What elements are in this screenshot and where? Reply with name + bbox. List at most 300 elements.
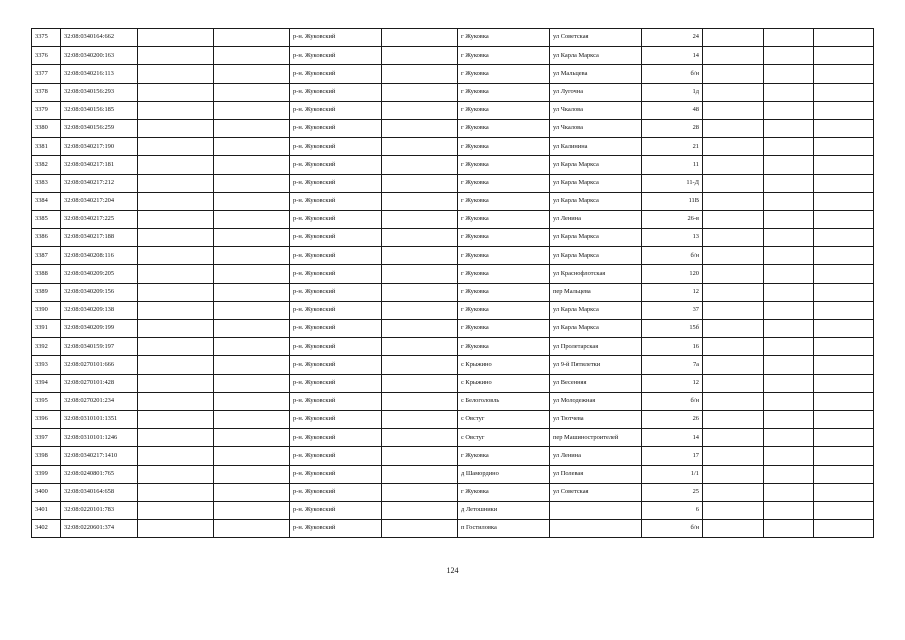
cell-empty-e (764, 447, 814, 465)
cell-no: 3381 (32, 138, 61, 156)
cell-cadastral: 32:08:0340217:212 (61, 174, 138, 192)
cell-house: 11В (642, 192, 703, 210)
cell-house: 17 (642, 447, 703, 465)
cell-district: р-н. Жуковский (290, 65, 382, 83)
cell-empty-b (214, 247, 290, 265)
cell-cadastral: 32:08:0340216:113 (61, 65, 138, 83)
cell-empty-e (764, 520, 814, 538)
cell-empty-d (703, 356, 764, 374)
cell-house: 37 (642, 301, 703, 319)
cell-district: р-н. Жуковский (290, 247, 382, 265)
cell-empty-a (138, 320, 214, 338)
cell-cadastral: 32:08:0340217:188 (61, 229, 138, 247)
cell-empty-b (214, 483, 290, 501)
cell-empty-b (214, 174, 290, 192)
cell-street: ул Карла Маркса (550, 301, 642, 319)
cell-empty-d (703, 229, 764, 247)
cell-no: 3394 (32, 374, 61, 392)
cell-empty-f (814, 447, 874, 465)
cell-locality: г Жуковка (458, 65, 550, 83)
cell-street: ул Краснофлотская (550, 265, 642, 283)
cell-empty-c (382, 192, 458, 210)
cell-district: р-н. Жуковский (290, 119, 382, 137)
cell-no: 3397 (32, 429, 61, 447)
cell-district: р-н. Жуковский (290, 374, 382, 392)
table-row (32, 338, 874, 356)
cell-empty-c (382, 65, 458, 83)
cell-locality: г Жуковка (458, 47, 550, 65)
cell-house: 12 (642, 283, 703, 301)
cell-cadastral: 32:08:0340209:199 (61, 320, 138, 338)
cell-empty-b (214, 392, 290, 410)
cell-empty-d (703, 501, 764, 519)
cell-district: р-н. Жуковский (290, 283, 382, 301)
cell-empty-a (138, 47, 214, 65)
cell-district: р-н. Жуковский (290, 138, 382, 156)
cell-district: р-н. Жуковский (290, 429, 382, 447)
cell-no: 3378 (32, 83, 61, 101)
cell-empty-f (814, 265, 874, 283)
cell-empty-a (138, 65, 214, 83)
cell-empty-f (814, 174, 874, 192)
table-row (32, 283, 874, 301)
cell-no: 3402 (32, 520, 61, 538)
cell-district: р-н. Жуковский (290, 483, 382, 501)
cell-empty-d (703, 156, 764, 174)
cell-empty-d (703, 447, 764, 465)
cell-empty-e (764, 392, 814, 410)
cell-empty-c (382, 29, 458, 47)
cell-empty-a (138, 229, 214, 247)
cell-no: 3389 (32, 283, 61, 301)
cell-house: 13 (642, 229, 703, 247)
cell-empty-f (814, 374, 874, 392)
cell-cadastral: 32:08:0310101:1351 (61, 410, 138, 428)
cell-empty-f (814, 501, 874, 519)
cell-empty-e (764, 410, 814, 428)
cell-empty-d (703, 374, 764, 392)
cell-cadastral: 32:08:0340217:1410 (61, 447, 138, 465)
table-row (32, 465, 874, 483)
cell-house: 28 (642, 119, 703, 137)
cell-no: 3384 (32, 192, 61, 210)
cell-empty-e (764, 338, 814, 356)
cell-district: р-н. Жуковский (290, 338, 382, 356)
cell-empty-b (214, 192, 290, 210)
cell-cadastral: 32:08:0340209:138 (61, 301, 138, 319)
cell-no: 3395 (32, 392, 61, 410)
cell-house: 1д (642, 83, 703, 101)
cell-house: 14 (642, 47, 703, 65)
cell-empty-a (138, 119, 214, 137)
cell-empty-e (764, 156, 814, 174)
cell-cadastral: 32:08:0340217:204 (61, 192, 138, 210)
cell-house: 16 (642, 338, 703, 356)
cell-house: б/н (642, 65, 703, 83)
cell-house: 12 (642, 374, 703, 392)
cell-empty-f (814, 429, 874, 447)
cell-cadastral: 32:08:0340209:156 (61, 283, 138, 301)
cell-locality: г Жуковка (458, 83, 550, 101)
cell-district: р-н. Жуковский (290, 465, 382, 483)
cell-locality: с Овстуг (458, 429, 550, 447)
cell-empty-f (814, 392, 874, 410)
cell-empty-c (382, 265, 458, 283)
cell-locality: г Жуковка (458, 247, 550, 265)
cell-empty-c (382, 301, 458, 319)
page-number: 124 (446, 566, 459, 575)
cell-empty-f (814, 156, 874, 174)
cell-empty-f (814, 101, 874, 119)
cell-empty-b (214, 65, 290, 83)
cell-cadastral: 32:08:0340159:197 (61, 338, 138, 356)
cell-no: 3382 (32, 156, 61, 174)
cell-house: 26 (642, 410, 703, 428)
cell-locality: г Жуковка (458, 119, 550, 137)
cell-empty-b (214, 265, 290, 283)
cell-locality: д Шамордино (458, 465, 550, 483)
cell-no: 3385 (32, 210, 61, 228)
cell-house: 26-в (642, 210, 703, 228)
cell-empty-a (138, 465, 214, 483)
cell-district: р-н. Жуковский (290, 447, 382, 465)
cell-empty-d (703, 210, 764, 228)
cell-empty-d (703, 265, 764, 283)
cell-district: р-н. Жуковский (290, 520, 382, 538)
cell-district: р-н. Жуковский (290, 501, 382, 519)
cell-no: 3400 (32, 483, 61, 501)
table-row (32, 156, 874, 174)
table-row (32, 83, 874, 101)
cell-empty-d (703, 65, 764, 83)
cell-empty-e (764, 210, 814, 228)
cell-no: 3390 (32, 301, 61, 319)
table-row (32, 119, 874, 137)
cell-district: р-н. Жуковский (290, 210, 382, 228)
cell-cadastral: 32:08:0340164:662 (61, 29, 138, 47)
cell-locality: г Жуковка (458, 101, 550, 119)
table-row (32, 29, 874, 47)
cell-cadastral: 32:08:0340156:293 (61, 83, 138, 101)
cell-street: ул Ленина (550, 447, 642, 465)
cell-empty-a (138, 338, 214, 356)
cell-empty-f (814, 320, 874, 338)
table-row (32, 429, 874, 447)
cell-empty-d (703, 119, 764, 137)
cell-empty-c (382, 320, 458, 338)
cell-empty-e (764, 247, 814, 265)
cell-house: б/н (642, 247, 703, 265)
table-row (32, 374, 874, 392)
cell-no: 3392 (32, 338, 61, 356)
cell-house: 11-Д (642, 174, 703, 192)
cell-empty-e (764, 83, 814, 101)
cell-empty-d (703, 320, 764, 338)
cell-cadastral: 32:08:0340217:190 (61, 138, 138, 156)
cell-street: ул Советская (550, 483, 642, 501)
table-row (32, 229, 874, 247)
cell-empty-f (814, 210, 874, 228)
cell-district: р-н. Жуковский (290, 156, 382, 174)
cell-no: 3399 (32, 465, 61, 483)
cell-street: ул Мальцева (550, 65, 642, 83)
table-row (32, 320, 874, 338)
cell-empty-e (764, 301, 814, 319)
cell-empty-b (214, 119, 290, 137)
cell-empty-b (214, 338, 290, 356)
cell-cadastral: 32:08:0240801:765 (61, 465, 138, 483)
cell-empty-c (382, 174, 458, 192)
cell-empty-f (814, 65, 874, 83)
cell-empty-a (138, 429, 214, 447)
cell-empty-a (138, 447, 214, 465)
cell-empty-a (138, 83, 214, 101)
cell-cadastral: 32:08:0220601:374 (61, 520, 138, 538)
cell-cadastral: 32:08:0310101:1246 (61, 429, 138, 447)
cell-no: 3376 (32, 47, 61, 65)
cell-street: пер Мальцева (550, 283, 642, 301)
cell-empty-b (214, 229, 290, 247)
cell-empty-f (814, 520, 874, 538)
cell-empty-e (764, 47, 814, 65)
table-row (32, 65, 874, 83)
cell-locality: г Жуковка (458, 301, 550, 319)
cell-empty-d (703, 338, 764, 356)
cell-empty-c (382, 410, 458, 428)
table-row (32, 392, 874, 410)
cell-empty-c (382, 229, 458, 247)
cell-no: 3377 (32, 65, 61, 83)
cell-empty-d (703, 410, 764, 428)
cell-house: 11 (642, 156, 703, 174)
cell-locality: г Жуковка (458, 483, 550, 501)
cell-street: ул Карла Маркса (550, 247, 642, 265)
cell-locality: с Овстуг (458, 410, 550, 428)
cell-street: ул Калинина (550, 138, 642, 156)
cell-empty-c (382, 210, 458, 228)
cell-house: 7а (642, 356, 703, 374)
cell-house: 25 (642, 483, 703, 501)
cell-house: 6 (642, 501, 703, 519)
cell-empty-b (214, 210, 290, 228)
table-row (32, 483, 874, 501)
cell-empty-e (764, 501, 814, 519)
cell-house: 120 (642, 265, 703, 283)
cell-district: р-н. Жуковский (290, 83, 382, 101)
cell-district: р-н. Жуковский (290, 101, 382, 119)
cell-empty-f (814, 47, 874, 65)
cell-locality: с Белоголовль (458, 392, 550, 410)
cell-cadastral: 32:08:0270201:234 (61, 392, 138, 410)
cell-locality: г Жуковка (458, 283, 550, 301)
table-row (32, 101, 874, 119)
cell-empty-a (138, 520, 214, 538)
cell-district: р-н. Жуковский (290, 29, 382, 47)
table-row (32, 210, 874, 228)
cell-empty-b (214, 47, 290, 65)
cell-empty-b (214, 410, 290, 428)
cell-cadastral: 32:08:0340217:181 (61, 156, 138, 174)
cell-empty-b (214, 83, 290, 101)
cell-cadastral: 32:08:0270101:428 (61, 374, 138, 392)
cell-empty-f (814, 465, 874, 483)
cell-no: 3387 (32, 247, 61, 265)
table-row (32, 247, 874, 265)
cell-street: ул Тютчева (550, 410, 642, 428)
cell-empty-d (703, 192, 764, 210)
cell-house: б/н (642, 520, 703, 538)
cell-empty-c (382, 483, 458, 501)
cell-no: 3380 (32, 119, 61, 137)
cell-district: р-н. Жуковский (290, 229, 382, 247)
cell-empty-c (382, 156, 458, 174)
cell-empty-a (138, 156, 214, 174)
cell-empty-f (814, 410, 874, 428)
cell-empty-b (214, 29, 290, 47)
cell-empty-e (764, 174, 814, 192)
cell-empty-a (138, 210, 214, 228)
cell-empty-c (382, 138, 458, 156)
cell-empty-d (703, 247, 764, 265)
cell-empty-e (764, 192, 814, 210)
cell-empty-b (214, 101, 290, 119)
cell-cadastral: 32:08:0340156:185 (61, 101, 138, 119)
cell-empty-c (382, 374, 458, 392)
cell-street: ул Полевая (550, 465, 642, 483)
cell-empty-d (703, 301, 764, 319)
cell-cadastral: 32:08:0340208:116 (61, 247, 138, 265)
cell-cadastral: 32:08:0220101:783 (61, 501, 138, 519)
cell-locality: с Крыжино (458, 374, 550, 392)
cell-empty-c (382, 501, 458, 519)
cell-empty-e (764, 29, 814, 47)
cell-empty-b (214, 283, 290, 301)
cell-empty-e (764, 356, 814, 374)
cell-empty-d (703, 429, 764, 447)
cell-street: ул Лугочна (550, 83, 642, 101)
cell-street: ул Весенняя (550, 374, 642, 392)
cell-cadastral: 32:08:0340200:163 (61, 47, 138, 65)
table-row (32, 174, 874, 192)
cell-no: 3383 (32, 174, 61, 192)
cell-empty-a (138, 265, 214, 283)
cell-empty-b (214, 374, 290, 392)
cell-empty-e (764, 483, 814, 501)
cell-no: 3398 (32, 447, 61, 465)
cell-empty-c (382, 520, 458, 538)
cell-cadastral: 32:08:0270101:666 (61, 356, 138, 374)
cell-empty-d (703, 29, 764, 47)
table-row (32, 265, 874, 283)
table-row (32, 410, 874, 428)
cell-district: р-н. Жуковский (290, 356, 382, 374)
cell-street: ул 9-й Пятилетки (550, 356, 642, 374)
cell-empty-e (764, 65, 814, 83)
cell-locality: г Жуковка (458, 320, 550, 338)
cell-locality: г Жуковка (458, 210, 550, 228)
cell-empty-c (382, 356, 458, 374)
cell-empty-e (764, 283, 814, 301)
cell-empty-d (703, 174, 764, 192)
cell-empty-a (138, 374, 214, 392)
cell-cadastral: 32:08:0340164:658 (61, 483, 138, 501)
cell-empty-e (764, 429, 814, 447)
cell-house: б/н (642, 392, 703, 410)
cell-locality: с Крыжино (458, 356, 550, 374)
cell-empty-e (764, 229, 814, 247)
cell-cadastral: 32:08:0340156:259 (61, 119, 138, 137)
cell-house: 48 (642, 101, 703, 119)
cell-street: ул Карла Маркса (550, 47, 642, 65)
cell-empty-f (814, 29, 874, 47)
cell-street: ул Чкалова (550, 101, 642, 119)
cell-street: ул Чкалова (550, 119, 642, 137)
cell-empty-d (703, 47, 764, 65)
cell-empty-b (214, 138, 290, 156)
cell-empty-c (382, 338, 458, 356)
cell-locality: г Жуковка (458, 174, 550, 192)
cell-empty-a (138, 29, 214, 47)
cell-street: ул Карла Маркса (550, 320, 642, 338)
cell-district: р-н. Жуковский (290, 320, 382, 338)
cell-empty-c (382, 465, 458, 483)
cell-empty-f (814, 192, 874, 210)
cell-empty-a (138, 410, 214, 428)
cell-locality: г Жуковка (458, 192, 550, 210)
cell-empty-c (382, 447, 458, 465)
cell-locality: г Жуковка (458, 138, 550, 156)
cell-empty-c (382, 247, 458, 265)
cell-empty-f (814, 119, 874, 137)
table-row (32, 192, 874, 210)
cell-empty-b (214, 320, 290, 338)
cell-house: 21 (642, 138, 703, 156)
cell-empty-a (138, 392, 214, 410)
cell-empty-b (214, 301, 290, 319)
cell-locality: г Жуковка (458, 338, 550, 356)
cell-district: р-н. Жуковский (290, 192, 382, 210)
cell-locality: г Жуковка (458, 29, 550, 47)
cell-district: р-н. Жуковский (290, 301, 382, 319)
cell-empty-d (703, 392, 764, 410)
cell-empty-d (703, 101, 764, 119)
cell-empty-a (138, 247, 214, 265)
cell-empty-e (764, 119, 814, 137)
cell-empty-c (382, 119, 458, 137)
cell-locality: г Жуковка (458, 447, 550, 465)
cell-empty-b (214, 156, 290, 174)
table-row (32, 520, 874, 538)
cell-empty-d (703, 283, 764, 301)
cell-empty-a (138, 483, 214, 501)
table-body (32, 29, 874, 538)
table-row (32, 47, 874, 65)
cell-empty-a (138, 101, 214, 119)
cell-empty-c (382, 83, 458, 101)
cell-street: ул Ленина (550, 210, 642, 228)
cell-empty-a (138, 283, 214, 301)
table-row (32, 447, 874, 465)
cell-no: 3375 (32, 29, 61, 47)
cell-empty-e (764, 138, 814, 156)
cell-empty-c (382, 429, 458, 447)
cell-district: р-н. Жуковский (290, 265, 382, 283)
cell-empty-f (814, 483, 874, 501)
cell-street (550, 520, 642, 538)
cell-house: 1/1 (642, 465, 703, 483)
cell-house: 14 (642, 429, 703, 447)
cell-empty-f (814, 83, 874, 101)
